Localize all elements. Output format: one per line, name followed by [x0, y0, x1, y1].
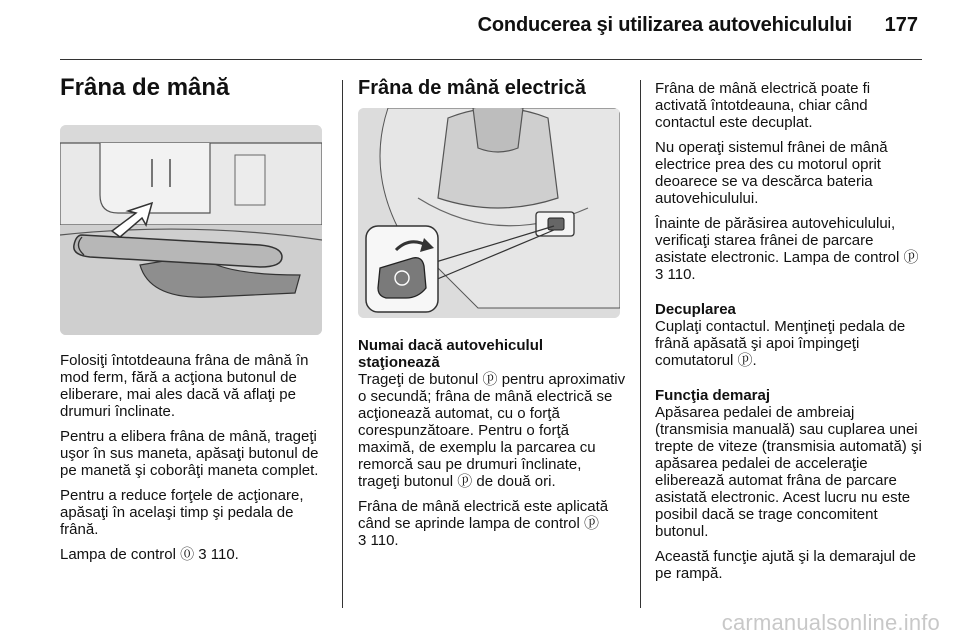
column-1 [60, 72, 328, 104]
paragraph: Apăsarea pedalei de ambreiaj (transmisia manuală) sau cuplarea unei trepte de viteze (transmisia automată) şi apăsarea pedalei de acceleraţie eliberează automat frâna de parcare asistată electronic. Acest lucru nu este posibil dacă se trage concomitent butonul. [655, 404, 922, 540]
subheading-release: Decuplarea [655, 301, 736, 318]
column-3-text [655, 80, 925, 590]
page-number: 177 [884, 14, 918, 36]
section-heading-electric-handbrake: Frâna de mână electrică [358, 77, 586, 99]
column-2 [358, 72, 626, 104]
brake-warning-icon: ⓪ [180, 547, 195, 563]
subheading-parked-only: Numai dacă autovehiculul staţionează [358, 337, 544, 371]
handbrake-illustration [60, 125, 322, 335]
watermark: carmanualsonline.info [721, 610, 940, 635]
paragraph: Folosiţi întotdeauna frâna de mână în mod ferm, fără a acţiona butonul de eliberare, mai ales dacă vă aflaţi pe drumuri înclinate. [60, 352, 309, 420]
column-divider-1 [342, 80, 343, 608]
paragraph: Pentru a elibera frâna de mână, trageţi uşor în sus maneta, apăsaţi butonul de pe manetă şi coborâţi maneta complet. [60, 428, 319, 479]
electric-handbrake-illustration [358, 108, 620, 318]
paragraph: Nu operaţi sistemul frânei de mână electrice prea des cu motorul oprit deoarece se va descărca bateria autovehiculului. [655, 139, 888, 207]
column-divider-2 [640, 80, 641, 608]
handbrake-drawing [60, 125, 322, 335]
column-1-text [60, 352, 328, 572]
subheading-drive-away: Funcţia demaraj [655, 387, 771, 404]
paragraph: Această funcţie ajută şi la demarajul de pe rampă. [655, 548, 916, 582]
section-heading-handbrake: Frâna de mână [60, 74, 230, 101]
paragraph: Cuplaţi contactul. Menţineţi pedala de frână apăsată şi apoi împingeţi comutatorul ⓟ. [655, 318, 906, 369]
paragraph: Pentru a reduce forţele de acţionare, apăsaţi în acelaşi timp şi pedala de frână. [60, 487, 304, 538]
paragraph: Înainte de părăsirea autovehiculului, verificaţi starea frânei de parcare asistate electronic. Lampa de control ⓟ 3 110. [655, 215, 919, 283]
paragraph: Trageţi de butonul ⓟ pentru aproximativ o secundă; frâna de mână electrică se acţionează automat, cu o forţă corespunzătoare. Pentru o forţă maximă, de exemplu la parcarea cu remorcă sau pe drumuri înclinate, trageţi butonul ⓟ de două ori. [358, 371, 626, 490]
paragraph-control-lamp: Lampa de control ⓪ 3 110. [60, 546, 239, 563]
header-title: Conducerea şi utilizarea autovehiculului [477, 14, 852, 36]
paragraph: Frâna de mână electrică este aplicată când se aprinde lampa de control ⓟ 3 110. [358, 498, 609, 549]
paragraph: Frâna de mână electrică poate fi activată întotdeauna, chiar când contactul este decuplat. [655, 80, 871, 131]
column-2-text [358, 337, 626, 557]
header-divider [60, 59, 922, 60]
electric-handbrake-drawing [358, 108, 620, 318]
